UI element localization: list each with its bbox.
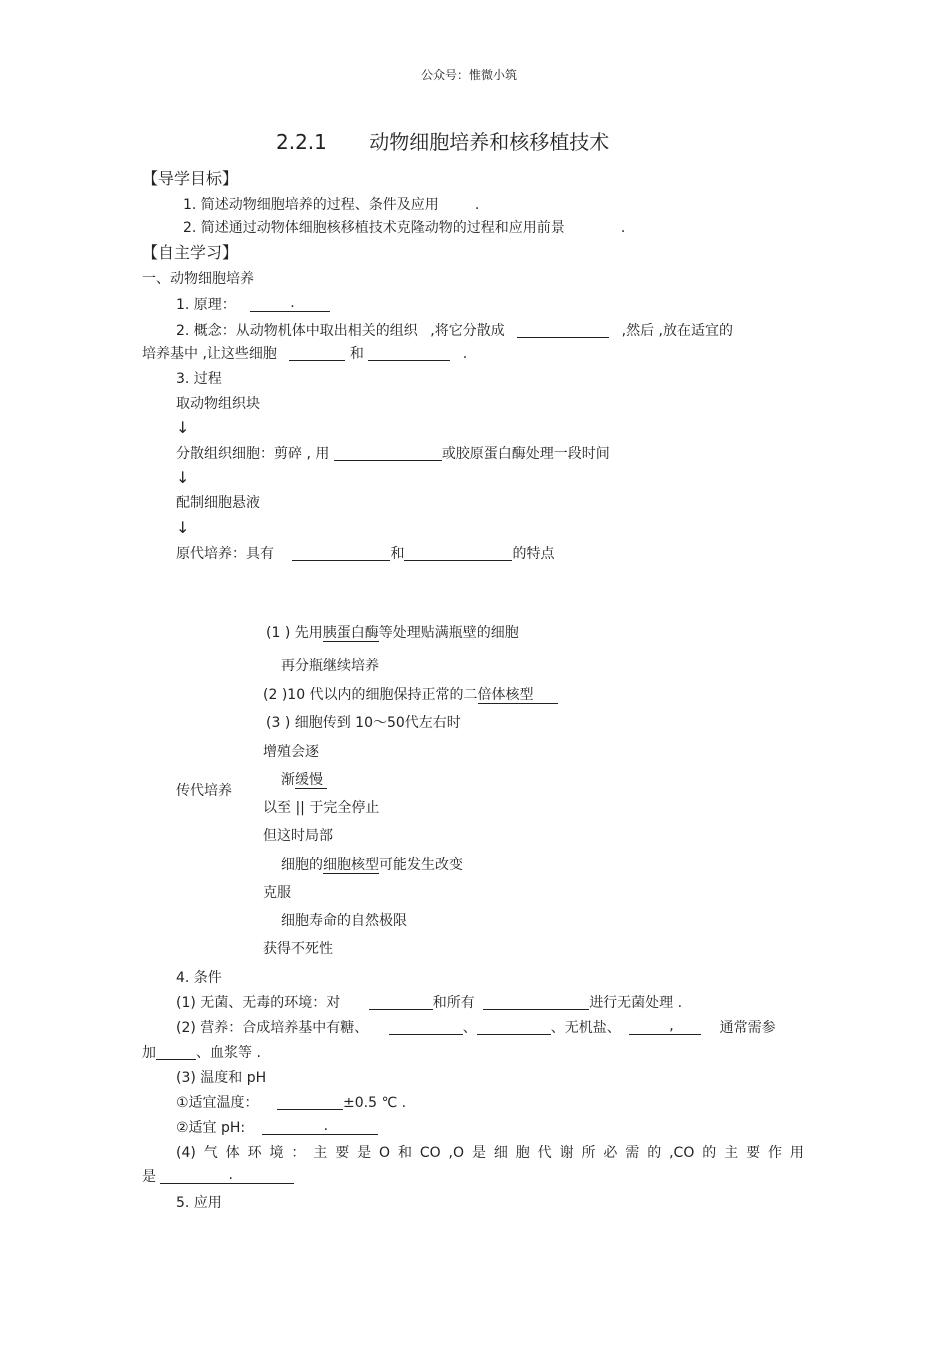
condition-4-char: ： xyxy=(291,1145,306,1161)
condition-4-char: 需 xyxy=(625,1145,640,1161)
condition-4-char: 主 xyxy=(724,1145,739,1161)
concept-blank-3[interactable] xyxy=(368,346,450,361)
passage-line-11: 细胞寿命的自然极限 xyxy=(281,913,407,929)
concept-blank-1[interactable] xyxy=(517,323,609,338)
condition-4-char: 境 xyxy=(269,1145,284,1161)
condition-4-char: 主 xyxy=(313,1145,328,1161)
passage-line-7: 以至 || 于完全停止 xyxy=(263,800,380,816)
primary-blank-1[interactable] xyxy=(292,546,390,561)
passage-line-4: (3 ) 细胞传到 10～50代左右时 xyxy=(266,715,461,731)
goal-item-2: 2. 简述通过动物体细胞核移植技术克隆动物的过程和应用前景 . xyxy=(183,220,626,236)
process-step-4: 原代培养：具有 和 的特点 xyxy=(176,546,555,562)
condition-4-char: 体 xyxy=(225,1145,240,1161)
down-arrow-icon: ↓ xyxy=(176,468,190,487)
condition-3-ph: ②适宜 pH: . xyxy=(176,1119,378,1137)
process-step-2: 分散组织细胞：剪碎 , 用 或胶原蛋白酶处理一段时间 xyxy=(176,446,610,462)
application-label: 5. 应用 xyxy=(176,1195,222,1211)
process-label: 3. 过程 xyxy=(176,371,222,387)
principle-line: 1. 原理： . xyxy=(176,296,330,314)
nutrient-blank-1[interactable] xyxy=(389,1020,463,1035)
condition-4 xyxy=(176,1144,804,1162)
condition-4-char: 代 xyxy=(537,1145,552,1161)
passage-line-12: 获得不死性 xyxy=(263,941,333,957)
condition-3-temp: ①适宜温度： ±0.5 ℃ . xyxy=(176,1095,407,1111)
condition-4-char: CO xyxy=(419,1145,441,1161)
passage-line-6: 渐缓慢 xyxy=(281,771,327,789)
passage-line-2: 再分瓶继续培养 xyxy=(281,658,379,674)
condition-4-char: 细 xyxy=(493,1145,508,1161)
concept-blank-2[interactable] xyxy=(289,346,345,361)
passage-line-5: 增殖会逐 xyxy=(263,744,319,760)
condition-4-cont: 是 . xyxy=(142,1168,294,1186)
passage-label: 传代培养 xyxy=(176,783,232,799)
ph-blank[interactable]: . xyxy=(262,1120,378,1135)
temperature-blank[interactable] xyxy=(277,1095,343,1110)
condition-4-char: 气 xyxy=(203,1145,218,1161)
passage-line-3: (2 )10 代以内的细胞保持正常的二倍体核型 xyxy=(263,686,558,704)
condition-3: (3) 温度和 pH xyxy=(176,1070,267,1086)
principle-blank[interactable]: . xyxy=(250,297,330,312)
concept-line-1: 2. 概念：从动物机体中取出相关的组织 ,将它分散成 ,然后 ,放在适宜的 xyxy=(176,323,733,339)
condition-4-char: (4) xyxy=(176,1145,196,1161)
condition-4-char: 要 xyxy=(746,1145,761,1161)
condition-4-char: 作 xyxy=(767,1145,782,1161)
down-arrow-icon: ↓ xyxy=(176,418,190,437)
passage-line-8: 但这时局部 xyxy=(263,828,333,844)
part1-title: 一、动物细胞培养 xyxy=(142,271,254,287)
condition-4-char: 是 xyxy=(357,1145,372,1161)
enzyme-blank[interactable] xyxy=(334,446,442,461)
condition-4-char: O xyxy=(379,1145,391,1161)
condition-4-char: 谢 xyxy=(559,1145,574,1161)
serum-blank[interactable] xyxy=(156,1045,196,1060)
sterile-blank-2[interactable] xyxy=(483,995,589,1010)
condition-4-char: 的 xyxy=(702,1145,717,1161)
process-step-3: 配制细胞悬液 xyxy=(176,495,260,511)
condition-4-char: 胞 xyxy=(515,1145,530,1161)
goals-heading: 【导学目标】 xyxy=(142,169,239,188)
concept-line-2: 培养基中 ,让这些细胞 和 . xyxy=(142,346,468,362)
title-number: 2.2.1 xyxy=(276,130,327,154)
condition-4-char: 和 xyxy=(397,1145,412,1161)
page-title xyxy=(276,130,609,154)
condition-4-char: 是 xyxy=(471,1145,486,1161)
condition-2: (2) 营养：合成培养基中有糖、 、 、无机盐、 , 通常需参 xyxy=(176,1018,776,1036)
process-step-1: 取动物组织块 xyxy=(176,396,260,412)
condition-4-char: 必 xyxy=(603,1145,618,1161)
goal-item-1: 1. 简述动物细胞培养的过程、条件及应用 . xyxy=(183,197,480,213)
co2-role-blank[interactable]: . xyxy=(160,1169,294,1184)
title-text: 动物细胞培养和核移植技术 xyxy=(369,130,610,154)
conditions-label: 4. 条件 xyxy=(176,970,222,986)
down-arrow-icon: ↓ xyxy=(176,518,190,537)
page-header: 公众号：惟微小筑 xyxy=(421,68,518,82)
nutrient-blank-2[interactable] xyxy=(477,1020,551,1035)
primary-blank-2[interactable] xyxy=(404,546,512,561)
sterile-blank-1[interactable] xyxy=(369,995,433,1010)
condition-1: (1) 无菌、无毒的环境：对 和所有 进行无菌处理 . xyxy=(176,995,683,1011)
condition-4-char: ,O xyxy=(448,1145,465,1161)
self-study-heading: 【自主学习】 xyxy=(142,243,239,262)
nutrient-blank-3[interactable]: , xyxy=(629,1020,701,1035)
condition-4-char: 环 xyxy=(247,1145,262,1161)
condition-4-char: 所 xyxy=(581,1145,596,1161)
passage-line-9: 细胞的细胞核型可能发生改变 xyxy=(281,857,463,873)
condition-4-char: 要 xyxy=(335,1145,350,1161)
passage-line-1: (1 ) 先用胰蛋白酶等处理贴满瓶壁的细胞 xyxy=(266,625,519,641)
condition-4-char: ,CO xyxy=(669,1145,695,1161)
condition-2-cont: 加 、血浆等 . xyxy=(142,1045,261,1061)
passage-line-10: 克服 xyxy=(263,885,291,901)
condition-4-char: 的 xyxy=(647,1145,662,1161)
condition-4-char: 用 xyxy=(789,1145,804,1161)
